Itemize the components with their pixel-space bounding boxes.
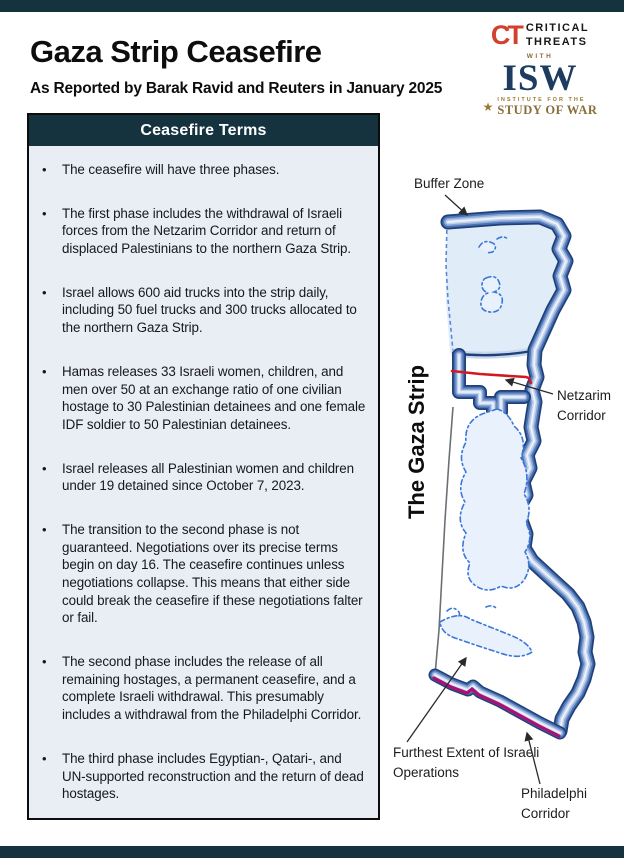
bullet-text: Israel allows 600 aid trucks into the strip daily, including 50 fuel trucks and 300 trucks allocated to the northern Gaza Strip. bbox=[62, 284, 357, 336]
bullet-dot-icon: • bbox=[42, 363, 47, 379]
netzarim-label-line2: Corridor bbox=[557, 408, 606, 423]
netzarim-zone-border bbox=[459, 355, 524, 412]
top-edge-bar bbox=[0, 0, 624, 12]
terms-bullet-item bbox=[42, 161, 368, 179]
buffer-zone-arrow bbox=[445, 195, 467, 215]
terms-bullet-list bbox=[29, 146, 378, 803]
terms-bullet-item bbox=[42, 284, 368, 337]
terms-panel-header: Ceasefire Terms bbox=[29, 115, 378, 146]
terms-bullet-item bbox=[42, 363, 368, 434]
terms-bullet-item bbox=[42, 653, 368, 724]
critical-threats-logo bbox=[472, 22, 608, 50]
bullet-text: The second phase includes the release of all remaining hostages, a permanent ceasefire, and a complete Israeli withdrawal. This presumably includes a withdrawal from the Philadelphi Corridor. bbox=[62, 654, 362, 723]
philadelphi-corridor-line bbox=[434, 678, 559, 736]
ceasefire-terms-panel bbox=[27, 113, 380, 820]
with-label: WITH bbox=[526, 52, 554, 60]
org-logos bbox=[472, 22, 608, 118]
bullet-dot-icon: • bbox=[42, 162, 47, 177]
furthest-extent-label-line1: Furthest Extent of Israeli bbox=[393, 745, 540, 760]
buffer-zone-label: Buffer Zone bbox=[414, 176, 485, 191]
ct-logo-icon: CT bbox=[490, 20, 521, 51]
gaza-strip-label: The Gaza Strip bbox=[404, 364, 429, 520]
bullet-dot-icon: • bbox=[42, 521, 47, 537]
bullet-dot-icon: • bbox=[42, 654, 47, 670]
terms-bullet-item bbox=[42, 521, 368, 627]
bullet-dot-icon: • bbox=[42, 205, 47, 221]
star-icon: ★ bbox=[482, 100, 494, 114]
study-of-war-label: STUDY OF WAR bbox=[497, 102, 598, 117]
bullet-text: Israel releases all Palestinian women and children under 19 detained since October 7, 2023. bbox=[62, 460, 354, 494]
bullet-dot-icon: • bbox=[42, 284, 47, 300]
bottom-edge-bar bbox=[0, 846, 624, 858]
terms-bullet-item bbox=[42, 205, 368, 258]
bullet-dot-icon: • bbox=[42, 460, 47, 476]
isw-wordmark bbox=[472, 97, 608, 118]
terms-bullet-item bbox=[42, 750, 368, 803]
page-title: Gaza Strip Ceasefire bbox=[30, 34, 322, 69]
isw-logo-icon: ISW bbox=[502, 57, 578, 99]
bullet-text: Hamas releases 33 Israeli women, children, and men over 50 at an exchange ratio of one civilian hostage to 30 Palestinian detainees and one female IDF soldier to 50 Palestinian detainees. bbox=[62, 363, 366, 432]
bullet-text: The third phase includes Egyptian-, Qatari-, and UN-supported reconstruction and the return of dead hostages. bbox=[62, 750, 364, 802]
bullet-text: The first phase includes the withdrawal of Israeli forces from the Netzarim Corridor and return of displaced Palestinians to the northern Gaza Strip. bbox=[62, 205, 352, 257]
netzarim-label-line1: Netzarim bbox=[557, 388, 612, 403]
bullet-text: The transition to the second phase is not guaranteed. Negotiations over its precise terms begin on day 16. The ceasefire continues unless negotiations collapse. This means that either side could break the ceasefire if these negotiations falter or fail. bbox=[62, 521, 363, 626]
institute-for-the-label: INSTITUTE FOR THE bbox=[497, 96, 586, 103]
threats-word: THREATS bbox=[525, 35, 588, 48]
terms-bullet-item bbox=[42, 460, 368, 495]
philadelphi-label-line2: Corridor bbox=[521, 806, 570, 821]
bullet-dot-icon: • bbox=[42, 750, 47, 766]
bullet-text: The ceasefire will have three phases. bbox=[62, 162, 280, 177]
israeli-operations-dashes-south bbox=[460, 409, 530, 590]
philadelphi-label-line1: Philadelphi bbox=[521, 786, 588, 801]
israeli-operations-dashes-bottom bbox=[440, 606, 532, 656]
critical-threats-wordmark bbox=[526, 22, 589, 50]
gaza-strip-map bbox=[390, 160, 624, 830]
critical-word: CRITICAL bbox=[525, 22, 590, 34]
furthest-extent-label-line2: Operations bbox=[393, 765, 460, 780]
page-subtitle: As Reported by Barak Ravid and Reuters in January 2025 bbox=[30, 80, 443, 97]
